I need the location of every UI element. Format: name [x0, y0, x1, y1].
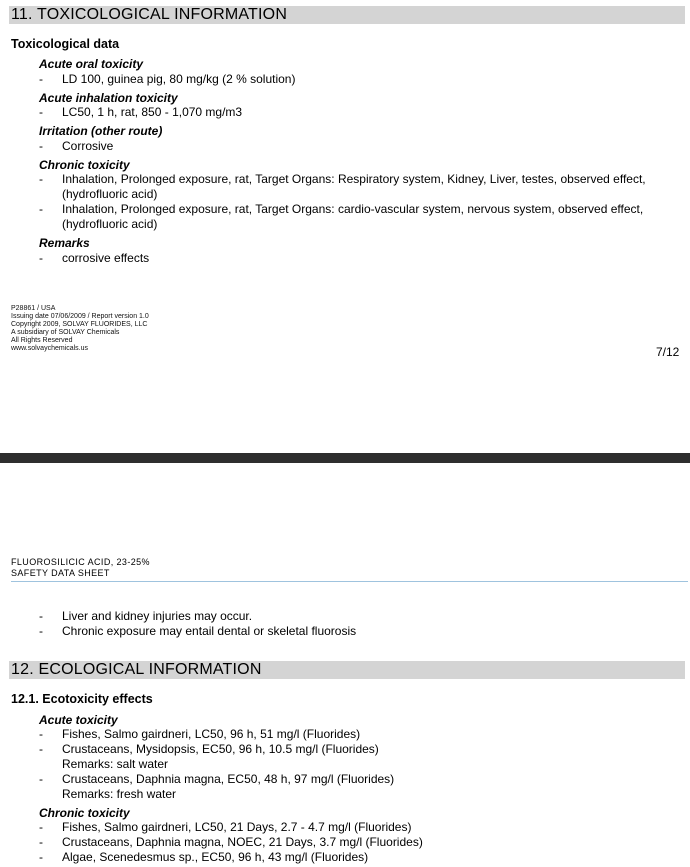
category-chronic-toxicity: Chronic toxicity: [39, 806, 130, 820]
product-name: FLUOROSILICIC ACID, 23-25%: [11, 557, 150, 567]
list-item-text: corrosive effects: [62, 251, 150, 265]
list-item-text: Fishes, Salmo gairdneri, LC50, 96 h, 51 mg/l (Fluorides): [62, 727, 361, 741]
bullet-dash: -: [39, 772, 43, 786]
list-item-text: Fishes, Salmo gairdneri, LC50, 21 Days, 2.7 - 4.7 mg/l (Fluorides): [62, 820, 412, 834]
footer-line: Copyright 2009, SOLVAY FLUORIDES, LLC: [11, 321, 148, 328]
list-item-text: Crustaceans, Mysidopsis, EC50, 96 h, 10.5 mg/l (Fluorides): [62, 742, 379, 756]
bullet-dash: -: [39, 172, 43, 186]
bullet-dash: -: [39, 139, 43, 153]
subtitle-toxicological-data: Toxicological data: [11, 37, 120, 51]
bullet-dash: -: [39, 105, 43, 119]
list-item-text: Algae, Scenedesmus sp., EC50, 96 h, 43 mg/l (Fluorides): [62, 850, 369, 864]
category-acute-toxicity: Acute toxicity: [39, 713, 118, 727]
bullet-dash: -: [39, 202, 43, 216]
footer-line: A subsidiary of SOLVAY Chemicals: [11, 329, 120, 336]
bullet-dash: -: [39, 850, 43, 864]
bullet-dash: -: [39, 742, 43, 756]
list-item-text: Crustaceans, Daphnia magna, NOEC, 21 Days, 3.7 mg/l (Fluorides): [62, 835, 423, 849]
page-footer: [11, 305, 149, 353]
category-remarks: Remarks: [39, 236, 90, 250]
list-item-text: Remarks: salt water: [62, 757, 169, 771]
section-title-ecological: 12. ECOLOGICAL INFORMATION: [9, 661, 685, 679]
list-item-text: Remarks: fresh water: [62, 787, 177, 801]
bullet-dash: -: [39, 835, 43, 849]
subtitle-ecotoxicity: 12.1. Ecotoxicity effects: [11, 692, 153, 706]
bullet-dash: -: [39, 820, 43, 834]
footer-line: All Rights Reserved: [11, 337, 73, 344]
bullet-dash: -: [39, 727, 43, 741]
list-item-text: Chronic exposure may entail dental or skeletal fluorosis: [62, 624, 357, 638]
list-item-text: Inhalation, Prolonged exposure, rat, Target Organs: cardio-vascular system, nervous system, observed effect, (hydrofluoric acid): [62, 202, 644, 231]
document-type: SAFETY DATA SHEET: [11, 568, 110, 578]
bullet-dash: -: [39, 624, 43, 638]
category-irritation: Irritation (other route): [39, 124, 163, 138]
category-acute-inhalation: Acute inhalation toxicity: [39, 91, 178, 105]
footer-line: P28861 / USA: [11, 305, 56, 312]
list-item-text: LD 100, guinea pig, 80 mg/kg (2 % solution): [62, 72, 296, 86]
bullet-dash: -: [39, 251, 43, 265]
list-item-text: LC50, 1 h, rat, 850 - 1,070 mg/m3: [62, 105, 243, 119]
list-item-text: Liver and kidney injuries may occur.: [62, 609, 253, 623]
bullet-dash: -: [39, 609, 43, 623]
section-title-toxicological: 11. TOXICOLOGICAL INFORMATION: [9, 6, 685, 24]
list-item-text: Corrosive: [62, 139, 114, 153]
footer-link[interactable]: www.solvaychemicals.us: [11, 345, 89, 352]
category-acute-oral: Acute oral toxicity: [39, 57, 144, 71]
footer-line: Issuing date 07/06/2009 / Report version 1.0: [11, 313, 149, 320]
category-chronic-toxicity: Chronic toxicity: [39, 158, 130, 172]
page-divider: [0, 453, 690, 463]
document-page-8: [0, 463, 690, 867]
page-number: 7/12: [656, 345, 680, 359]
list-item-text: Inhalation, Prolonged exposure, rat, Target Organs: Respiratory system, Kidney, Liver, testes, observed effect, (hydrofluoric acid): [62, 172, 646, 201]
list-item-text: Crustaceans, Daphnia magna, EC50, 48 h, 97 mg/l (Fluorides): [62, 772, 395, 786]
bullet-dash: -: [39, 72, 43, 86]
